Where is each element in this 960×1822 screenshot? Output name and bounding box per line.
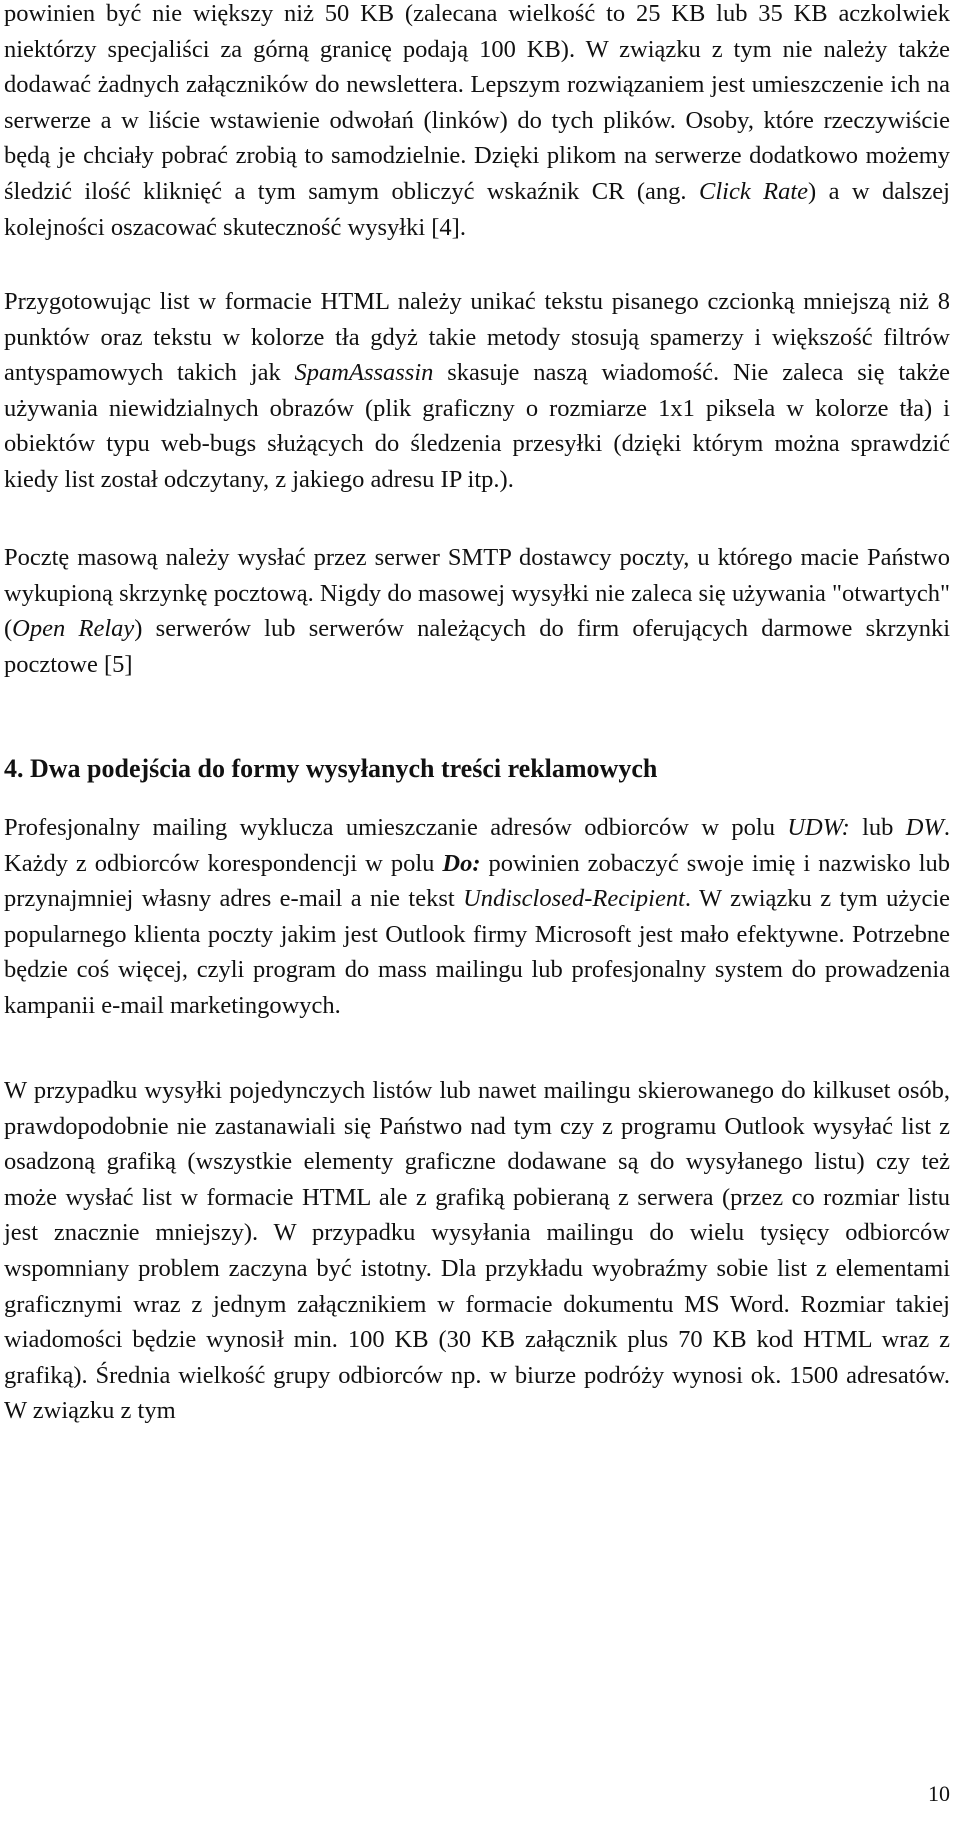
text-run: Przygotowując list w formacie HTML należy unikać tekstu pisanego czcionką mniejszą niż 8 punktów oraz tekstu w kolorze tła gdyż takie metody stosują spamerzy i większość filtrów antyspamowych takich jak: [4, 288, 950, 387]
text-run: powinien zobaczyć swoje imię i nazwisko lub przynajmniej własny adres e-mail a nie tekst: [4, 849, 951, 913]
italic-term: SpamAssassin: [294, 359, 434, 387]
italic-term: Click Rate: [698, 177, 808, 205]
bold-term: Do:: [442, 849, 481, 877]
section-heading: 4. Dwa podejścia do formy wysyłanych treści reklamowych: [4, 754, 658, 783]
paragraph: [4, 810, 950, 1024]
text-run: skasuje naszą wiadomość. Nie zaleca się także używania niewidzialnych obrazów (plik graficzny o rozmiarze 1x1 piksela w kolorze tła) i obiektów typu web-bugs służących do śledzenia przesyłki (dzięki którym można sprawdzić kiedy list został odczytany, z jakiego adresu IP itp.).: [4, 359, 950, 493]
italic-term: UDW:: [787, 814, 850, 841]
page-number: 10: [928, 1781, 950, 1806]
italic-term: DW: [905, 814, 944, 841]
document-page: [4, 0, 950, 1822]
text-run: ) serwerów lub serwerów należących do firm oferujących darmowe skrzynki pocztowe [5]: [4, 615, 951, 678]
text-run: W przypadku wysyłki pojedynczych listów lub nawet mailingu skierowanego do kilkuset osób, prawdopodobnie nie zastanawiali się Państwo nad tym czy z programu Outlook wysyłać list z osadzoną grafiką (wszystkie elementy graficzne dodawane są do wysyłanego listu) czy też może wysłać list w formacie HTML ale z grafiką pobieraną z serwera (przez co rozmiar listu jest znacznie mniejszy). W przypadku wysyłania mailingu do wielu tysięcy odbiorców wspomniany problem zaczyna być istotny. Dla przykładu wyobraźmy sobie list z elementami graficznymi wraz z jednym załącznikiem w formacie dokumentu MS Word. Rozmiar takiej wiadomości będzie wynosił min. 100 KB (30 KB załącznik plus 70 KB kod HTML wraz z grafiką). Średnia wielkość grupy odbiorców np. w biurze podróży wynosi ok. 1500 adresatów. W związku z tym: [4, 1077, 950, 1425]
paragraph: [4, 540, 950, 682]
text-run: Profesjonalny mailing wyklucza umieszczanie adresów odbiorców w polu: [4, 814, 788, 841]
text-run: powinien być nie większy niż 50 KB (zalecana wielkość to 25 KB lub 35 KB aczkolwiek niektórzy specjaliści za górną granicę podają 100 KB). W związku z tym nie należy także dodawać żadnych załączników do newslettera. Lepszym rozwiązaniem jest umieszczenie ich na serwerze a w liście wstawienie odwołań (linków) do tych plików. Osoby, które rzeczywiście będą je chciały pobrać zrobią to samodzielnie. Dzięki plikom na serwerze dodatkowo możemy śledzić ilość kliknięć a tym samym obliczyć wskaźnik CR (ang.: [4, 0, 950, 205]
text-run: Pocztę masową należy wysłać przez serwer SMTP dostawcy poczty, u którego macie Państwo wykupioną skrzynkę pocztową. Nigdy do masowej wysyłki nie zaleca się używania "otwartych" (: [4, 544, 950, 643]
paragraph: [4, 0, 950, 245]
text-run: ) a w dalszej kolejności oszacować skuteczność wysyłki [4].: [4, 177, 950, 241]
paragraph: [4, 284, 950, 498]
text-run: . W związku z tym użycie popularnego klienta poczty jakim jest Outlook firmy Microsoft jest mało efektywne. Potrzebne będzie coś więcej, czyli program do mass mailingu lub profesjonalny system do prowadzenia kampanii e-mail marketingowych.: [4, 885, 951, 1019]
paragraph: [4, 1073, 950, 1429]
text-run: . Każdy z odbiorców korespondencji w polu: [4, 814, 951, 877]
text-run: lub: [849, 814, 906, 841]
italic-term: Undisclosed-Recipient: [463, 885, 685, 913]
italic-term: Open Relay: [12, 615, 135, 643]
